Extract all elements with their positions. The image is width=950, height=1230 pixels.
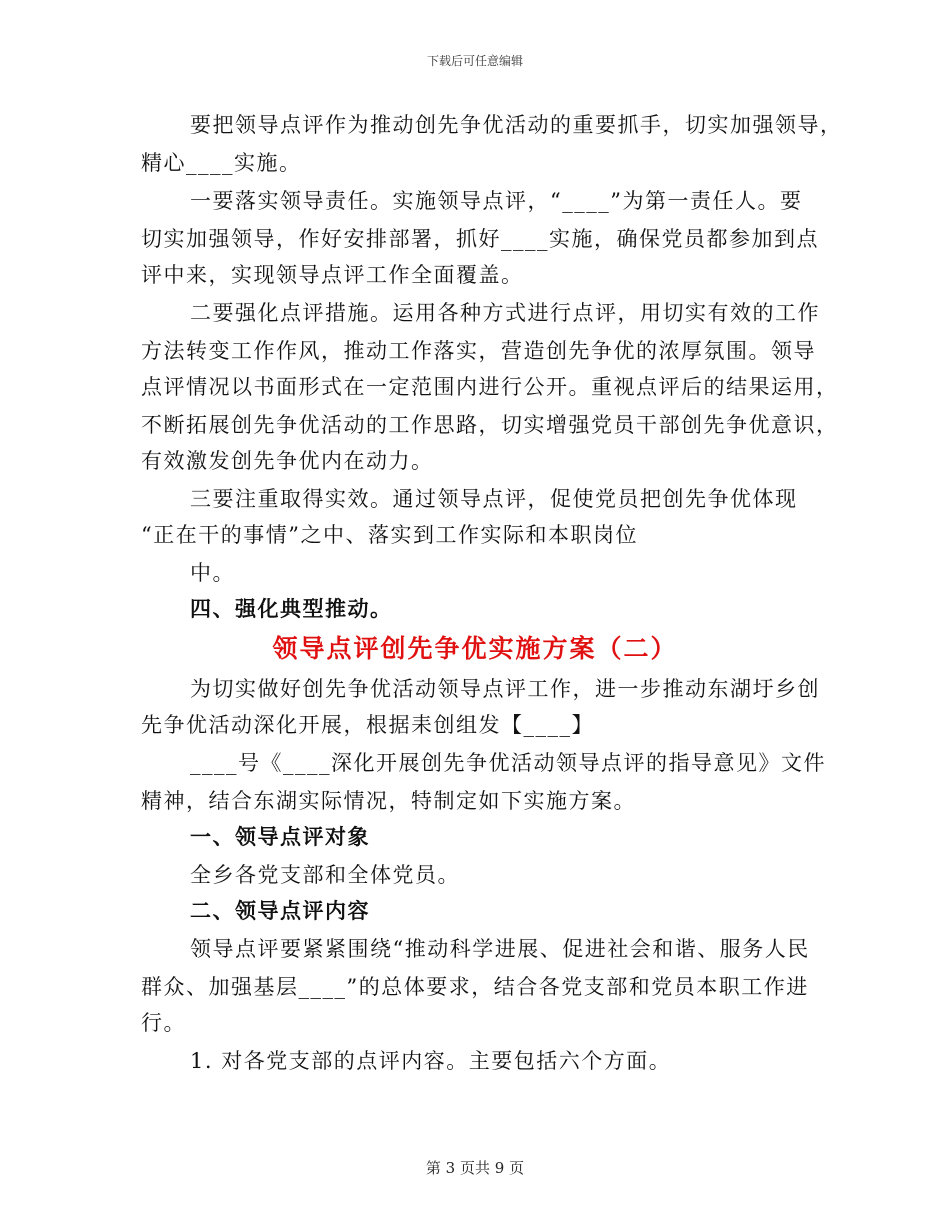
text-line: 三要注重取得实效。通过领导点评，促使党员把创先争优体现 [190,487,798,511]
document-title: 领导点评创先争优实施方案（二） [272,634,678,663]
text-line: 一要落实领导责任。实施领导点评，“____”为第一责任人。要 [190,189,803,213]
text-line: 先争优活动深化开展，根据耒创组发【____】 [141,713,594,737]
text-line: 群众、加强基层____”的总体要求，结合各党支部和党员本职工作进 [141,975,809,999]
text-line: 1. 对各党支部的点评内容。主要包括六个方面。 [190,1049,672,1073]
text-line: 不断拓展创先争优活动的工作思路，切实增强党员干部创先争优意识， [141,413,839,437]
text-line: 精心____实施。 [141,151,302,175]
text-line: 要把领导点评作为推动创先争优活动的重要抓手，切实加强领导， [190,113,843,137]
text-line: 中。 [190,561,235,585]
text-line: 精神，结合东湖实际情况，特制定如下实施方案。 [141,789,636,813]
header-note: 下载后可任意编辑 [426,54,523,68]
text-line: 方法转变工作作风，推动工作落实，营造创先争优的浓厚氛围。领导 [141,339,816,363]
text-line: “正在干的事情”之中、落实到工作实际和本职岗位 [141,523,638,547]
page-number: 第 3 页共 9 页 [425,1159,525,1177]
text-line: 领导点评要紧紧围绕“推动科学进展、促进社会和谐、服务人民 [190,937,810,961]
text-line: 点评情况以书面形式在一定范围内进行公开。重视点评后的结果运用， [141,375,839,399]
section-heading: 一、领导点评对象 [190,824,370,849]
text-line: ____号《____深化开展创先争优活动领导点评的指导意见》文件 [190,751,826,775]
text-line: 有效激发创先争优内在动力。 [141,449,434,473]
text-line: 切实加强领导，作好安排部署，抓好____实施，确保党员都参加到点 [141,227,819,251]
section-heading: 二、领导点评内容 [190,898,370,923]
text-line: 全乡各党支部和全体党员。 [190,863,460,887]
text-line: 为切实做好创先争优活动领导点评工作，进一步推动东湖圩乡创 [190,677,820,701]
text-line: 行。 [141,1011,186,1035]
text-line: 二要强化点评措施。运用各种方式进行点评，用切实有效的工作 [190,301,820,325]
text-line: 评中来，实现领导点评工作全面覆盖。 [141,263,524,287]
section-heading: 四、强化典型推动。 [190,596,393,621]
